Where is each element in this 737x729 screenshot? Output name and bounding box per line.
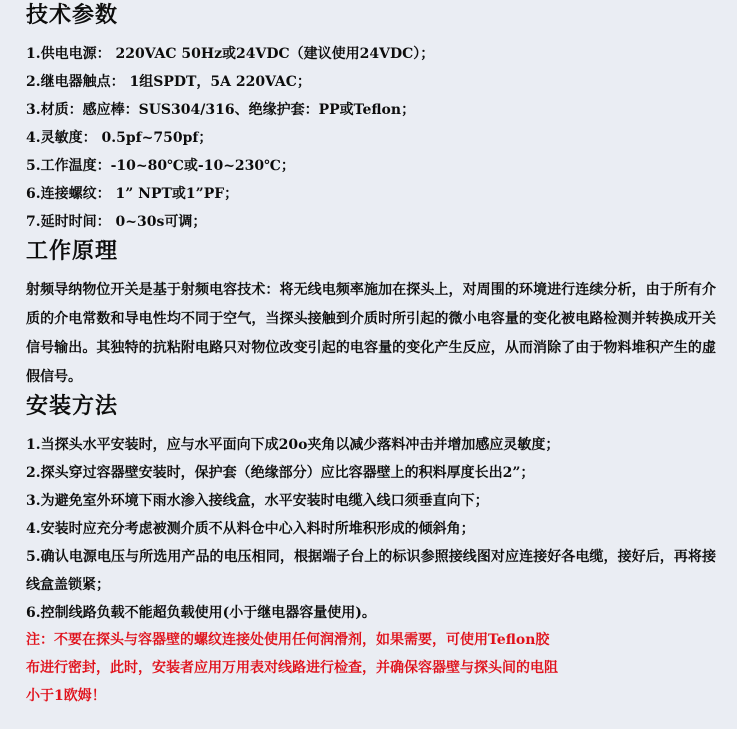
- install-heading: 安装方法: [26, 394, 119, 419]
- principle-heading: 工作原理: [26, 239, 119, 264]
- specs-heading: 技术参数: [26, 3, 119, 28]
- install-note-line-1: 注：不要在探头与容器壁的螺纹连接处使用任何润滑剂，如果需要，可使用Teflon胶: [26, 632, 550, 648]
- spec-item-material: 3.材质：感应棒：SUS304/316、绝缘护套：PP或Teflon；: [26, 102, 416, 118]
- spec-item-sensitivity: 4.灵敏度： 0.5pf~750pf；: [26, 130, 213, 146]
- install-item-4: 4.安装时应充分考虑被测介质不从料仓中心入料时所堆积形成的倾斜角；: [26, 521, 475, 537]
- install-item-3: 3.为避免室外环境下雨水渗入接线盒，水平安装时电缆入线口须垂直向下；: [26, 493, 489, 509]
- install-item-6: 6.控制线路负载不能超负载使用(小于继电器容量使用)。: [26, 605, 376, 621]
- install-item-5: 5.确认电源电压与所选用产品的电压相同，根据端子台上的标识参照接线图对应连接好各电缆，接好后，再将接线盒盖锁紧；: [26, 549, 716, 593]
- principle-paragraph: 射频导纳物位开关是基于射频电容技术：将无线电频率施加在探头上，对周围的环境进行连续分析，由于所有介质的介电常数和导电性均不同于空气，当探头接触到介质时所引起的微小电容量的变化被电路检测并转换成开关信号输出。其独特的抗粘附电路只对物位改变引起的电容量的变化产生反应，从而消除了由于物料堆积产生的虚假信号。: [26, 282, 716, 385]
- spec-item-power: 1.供电电源： 220VAC 50Hz或24VDC（建议使用24VDC）；: [26, 46, 435, 62]
- install-item-1: 1.当探头水平安装时，应与水平面向下成20o夹角以减少落料冲击并增加感应灵敏度；: [26, 437, 560, 453]
- spec-item-thread: 6.连接螺纹： 1” NPT或1”PF；: [26, 186, 239, 202]
- install-note-line-3: 小于1欧姆！: [26, 688, 106, 704]
- spec-item-relay-contact: 2.继电器触点： 1组SPDT，5A 220VAC；: [26, 74, 311, 90]
- spec-item-temperature: 5.工作温度：-10~80℃或-10~230℃；: [26, 158, 295, 174]
- install-note-line-2: 布进行密封，此时，安装者应用万用表对线路进行检查，并确保容器壁与探头间的电阻: [26, 660, 558, 676]
- spec-item-delay: 7.延时时间： 0~30s可调；: [26, 214, 207, 230]
- install-item-2: 2.探头穿过容器壁安装时，保护套（绝缘部分）应比容器壁上的积料厚度长出2”；: [26, 465, 535, 481]
